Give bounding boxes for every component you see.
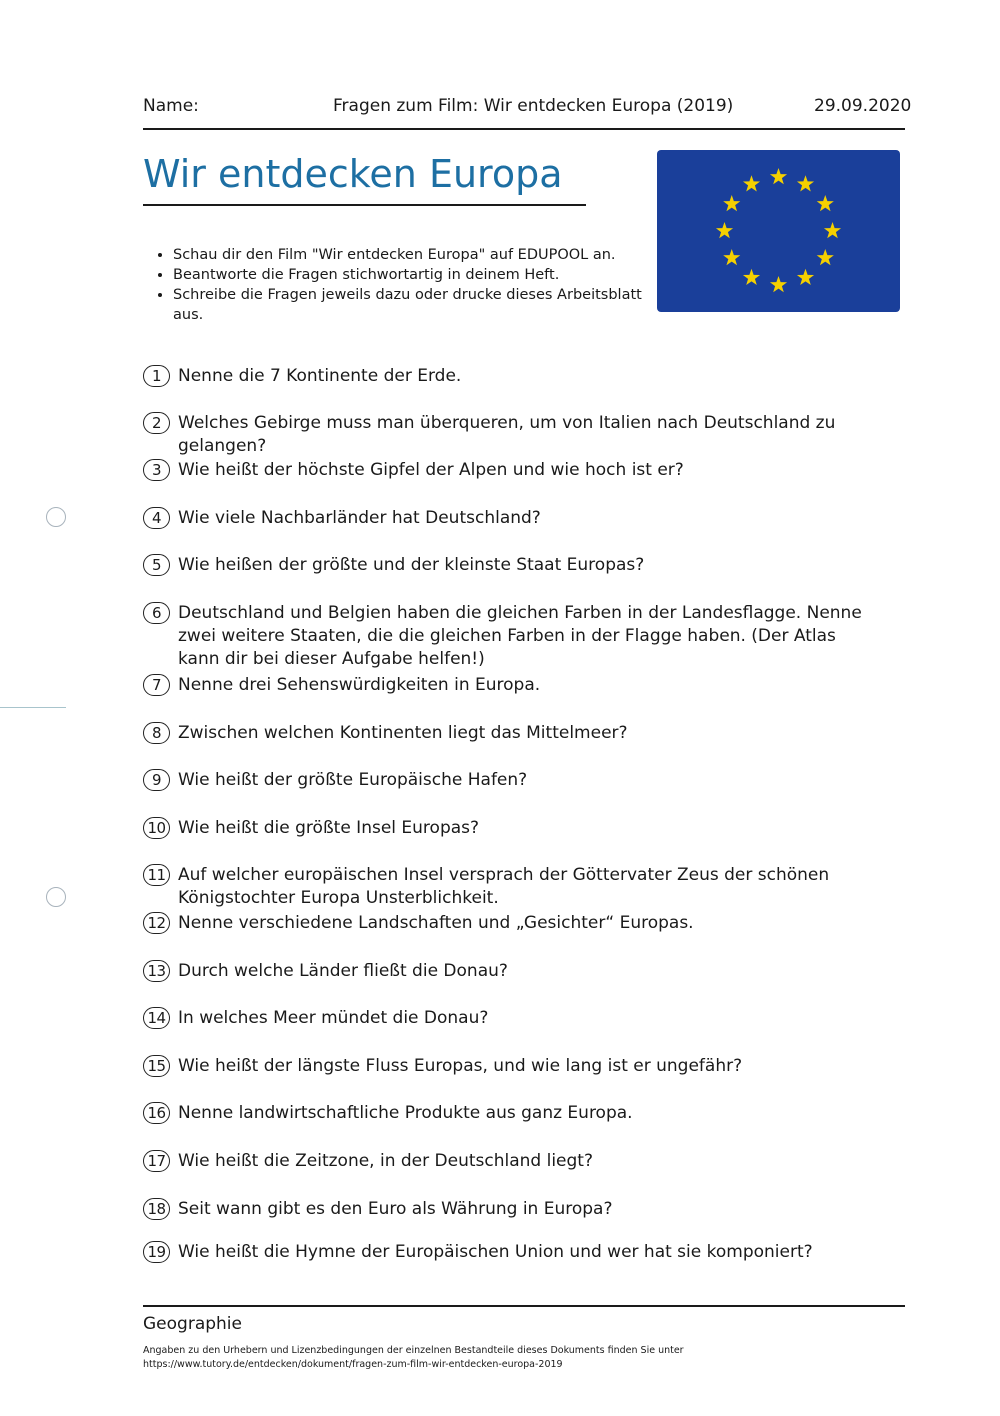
question-text: In welches Meer mündet die Donau? bbox=[178, 1008, 489, 1028]
question-text: Zwischen welchen Kontinenten liegt das Mittelmeer? bbox=[178, 723, 628, 743]
star-icon bbox=[824, 222, 841, 238]
page-title: Wir entdecken Europa bbox=[143, 152, 563, 196]
question-text: Nenne drei Sehenswürdigkeiten in Europa. bbox=[178, 675, 541, 695]
star-icon bbox=[797, 175, 814, 191]
document-date: 29.09.2020 bbox=[814, 96, 912, 116]
question-number: 9 bbox=[143, 769, 170, 791]
document-title: Fragen zum Film: Wir entdecken Europa (2019) bbox=[333, 96, 734, 116]
question-number: 2 bbox=[143, 412, 170, 434]
instruction-item: • Schau dir den Film "Wir entdecken Europa" auf EDUPOOL an. bbox=[173, 245, 653, 265]
question-number: 16 bbox=[143, 1102, 170, 1124]
question-text: Wie heißt die Zeitzone, in der Deutschland liegt? bbox=[178, 1151, 593, 1171]
question-text: Wie heißt der längste Fluss Europas, und wie lang ist er ungefähr? bbox=[178, 1056, 743, 1076]
question-number: 14 bbox=[143, 1007, 170, 1029]
question-text: Deutschland und Belgien haben die gleichen Farben in der Landesflagge. Nenne zwei weitere Staaten, die die gleichen Farben in der Flagge haben. (Der Atlas kann dir bei dieser Aufgabe helfen!) bbox=[178, 603, 862, 669]
question-text: Wie heißen der größte und der kleinste Staat Europas? bbox=[178, 555, 645, 575]
question-text: Wie heißt der größte Europäische Hafen? bbox=[178, 770, 528, 790]
question-number: 19 bbox=[143, 1241, 170, 1263]
name-label: Name: bbox=[143, 96, 199, 116]
question-text: Nenne die 7 Kontinente der Erde. bbox=[178, 366, 462, 386]
question-number: 17 bbox=[143, 1150, 170, 1172]
eu-flag-icon bbox=[657, 150, 900, 312]
question-text: Nenne verschiedene Landschaften und „Gesichter“ Europas. bbox=[178, 913, 694, 933]
footer-subject: Geographie bbox=[143, 1314, 242, 1334]
question-number: 6 bbox=[143, 602, 170, 624]
fold-mark bbox=[0, 707, 66, 708]
star-icon bbox=[770, 276, 787, 292]
eu-flag-stars bbox=[657, 150, 900, 312]
instructions-list bbox=[150, 245, 653, 325]
question-text: Auf welcher europäischen Insel versprach der Göttervater Zeus der schönen Königstochter Europa Unsterblichkeit. bbox=[178, 865, 830, 908]
star-icon bbox=[723, 249, 740, 265]
punch-hole-mark bbox=[46, 507, 66, 527]
question-text: Wie heißt die größte Insel Europas? bbox=[178, 818, 480, 838]
license-note: Angaben zu den Urhebern und Lizenzbedingungen der einzelnen Bestandteile dieses Dokuments finden Sie unter bbox=[143, 1345, 684, 1356]
question-number: 10 bbox=[143, 817, 170, 839]
question-text: Seit wann gibt es den Euro als Währung in Europa? bbox=[178, 1199, 613, 1219]
question-text: Wie heißt der höchste Gipfel der Alpen und wie hoch ist er? bbox=[178, 460, 684, 480]
star-icon bbox=[817, 195, 834, 211]
license-link[interactable]: https://www.tutory.de/entdecken/dokument/fragen-zum-film-wir-entdecken-europa-2019 bbox=[143, 1359, 563, 1370]
question-number: 18 bbox=[143, 1198, 170, 1220]
question-text: Wie heißt die Hymne der Europäischen Union und wer hat sie komponiert? bbox=[178, 1242, 813, 1262]
star-icon bbox=[743, 269, 760, 285]
star-icon bbox=[797, 269, 814, 285]
question-text: Nenne landwirtschaftliche Produkte aus ganz Europa. bbox=[178, 1103, 633, 1123]
question-number: 8 bbox=[143, 722, 170, 744]
question-number: 3 bbox=[143, 459, 170, 481]
star-icon bbox=[770, 168, 787, 184]
star-icon bbox=[716, 222, 733, 238]
star-icon bbox=[743, 175, 760, 191]
star-icon bbox=[723, 195, 740, 211]
title-underline bbox=[143, 204, 586, 206]
star-icon bbox=[817, 249, 834, 265]
header-divider bbox=[143, 128, 905, 130]
instruction-item: • Schreibe die Fragen jeweils dazu oder drucke dieses Arbeitsblatt aus. bbox=[173, 285, 653, 325]
question-text: Wie viele Nachbarländer hat Deutschland? bbox=[178, 508, 541, 528]
question-number: 4 bbox=[143, 507, 170, 529]
question-number: 7 bbox=[143, 674, 170, 696]
question-number: 12 bbox=[143, 912, 170, 934]
question-number: 11 bbox=[143, 864, 170, 886]
punch-hole-mark bbox=[46, 887, 66, 907]
instruction-item: • Beantworte die Fragen stichwortartig in deinem Heft. bbox=[173, 265, 653, 285]
question-number: 5 bbox=[143, 554, 170, 576]
footer-divider bbox=[143, 1305, 905, 1307]
question-text: Welches Gebirge muss man überqueren, um von Italien nach Deutschland zu gelangen? bbox=[178, 413, 836, 456]
question-number: 13 bbox=[143, 960, 170, 982]
question-number: 1 bbox=[143, 365, 170, 387]
question-number: 15 bbox=[143, 1055, 170, 1077]
question-text: Durch welche Länder fließt die Donau? bbox=[178, 961, 508, 981]
